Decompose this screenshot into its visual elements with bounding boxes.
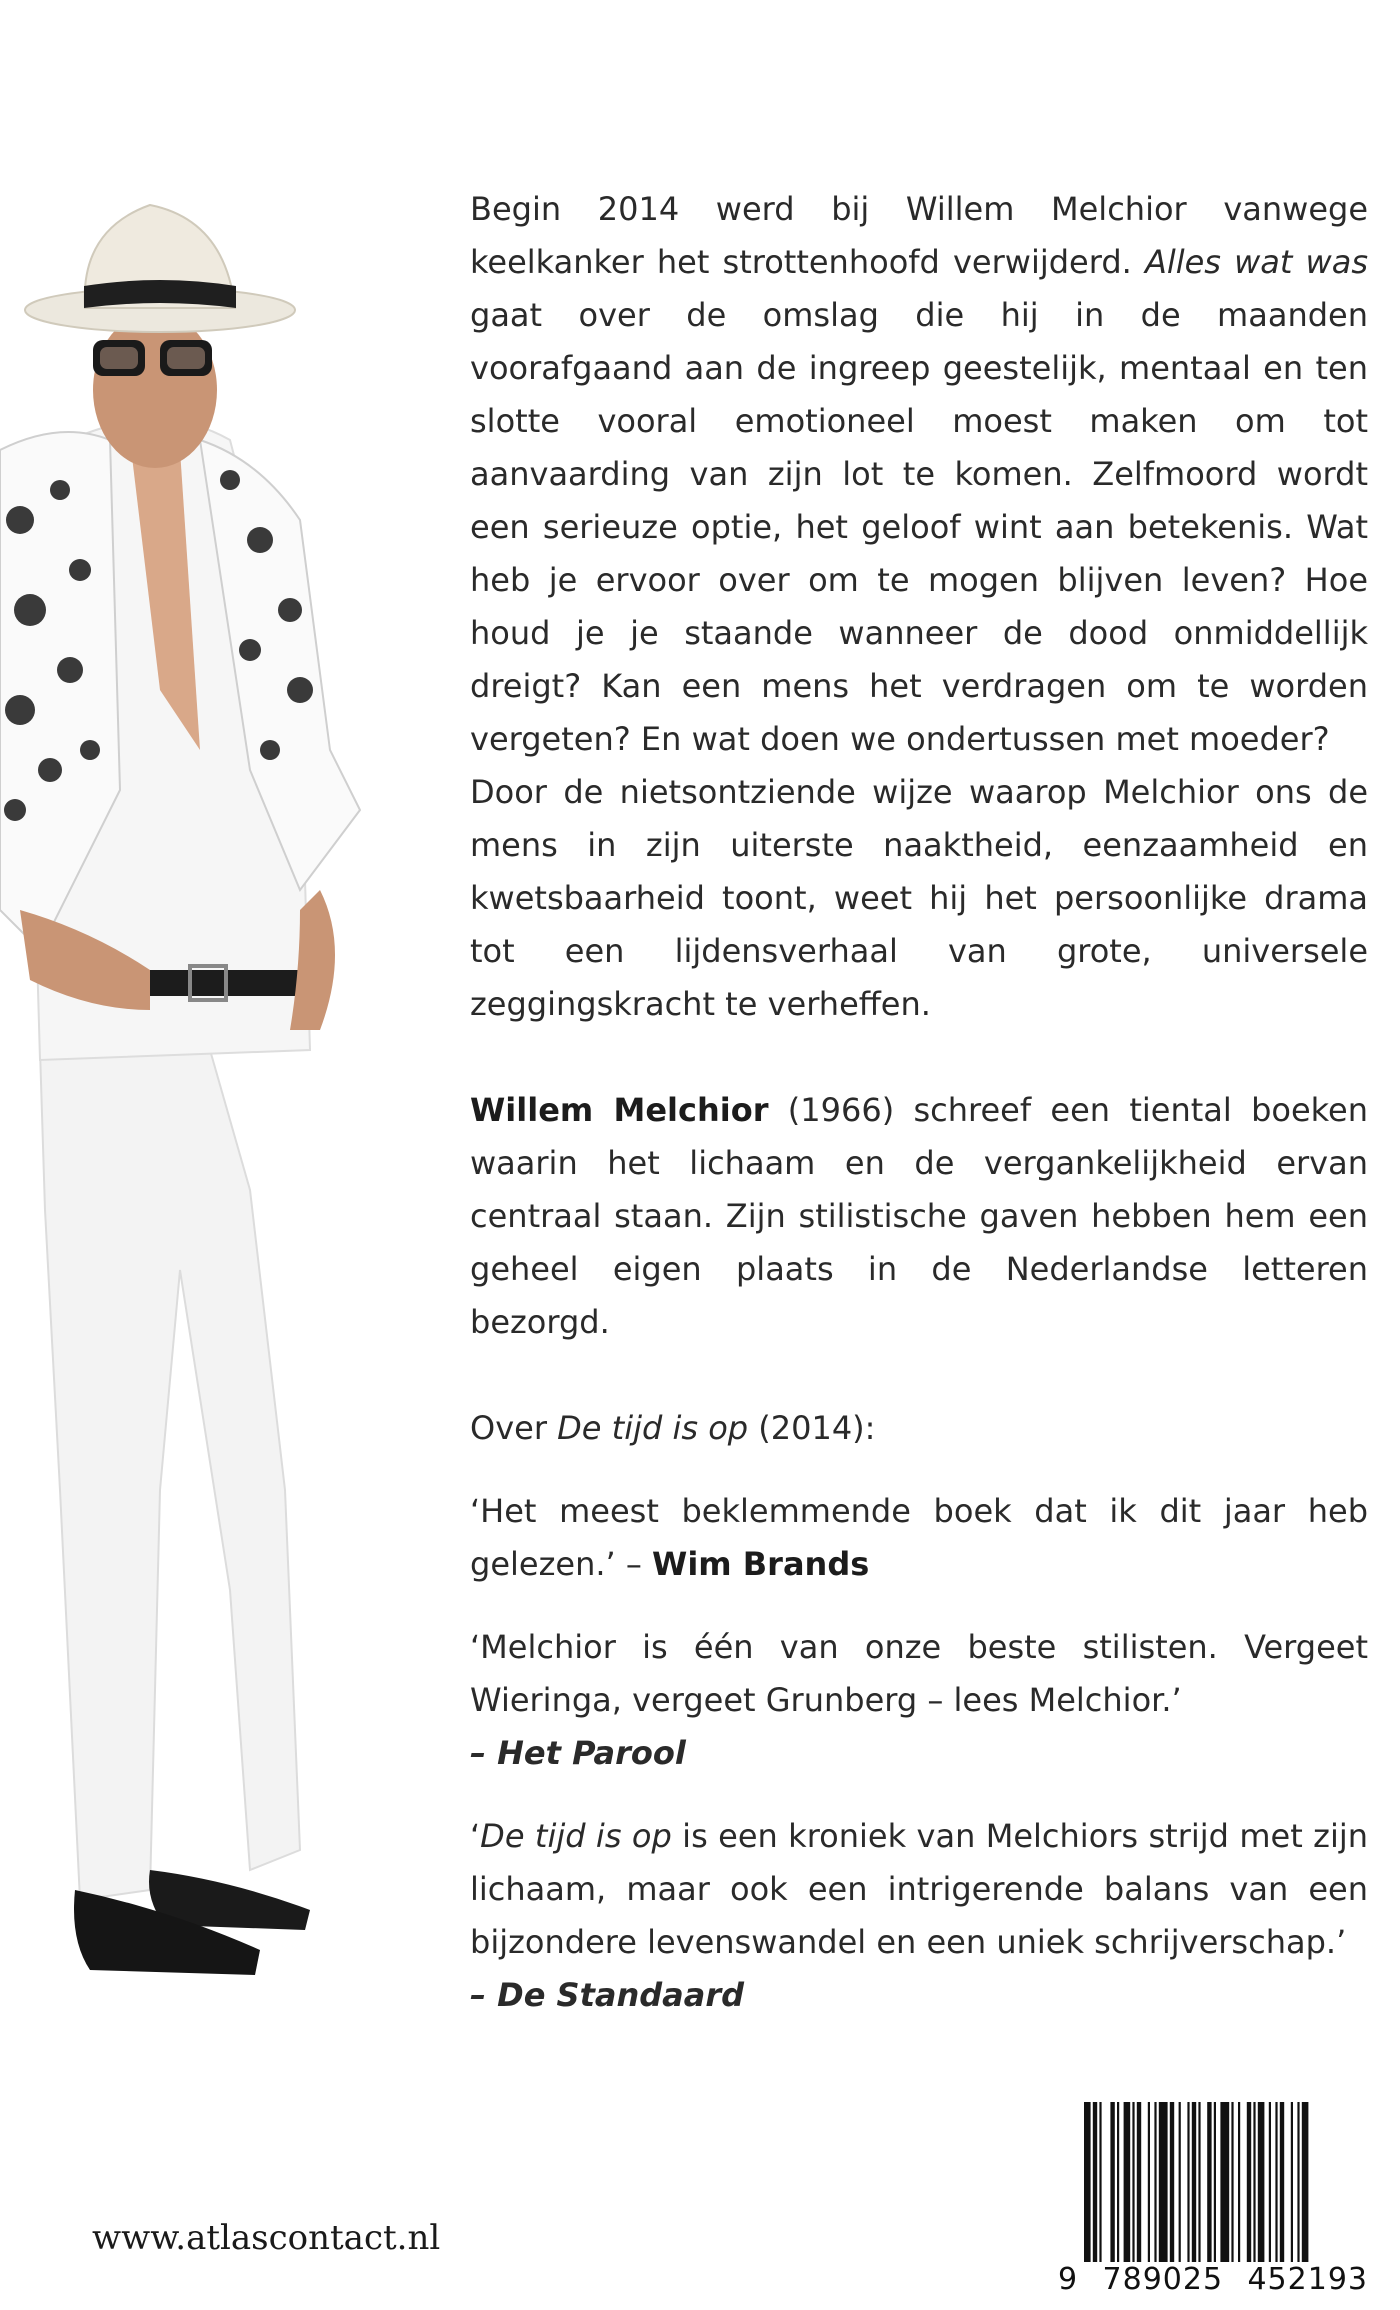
isbn-digit-group: 789025 — [1102, 2262, 1224, 2297]
isbn-number — [1058, 2262, 1368, 2297]
quote-text: ‘Melchior is één van onze beste stilisten. Vergeet Wieringa, vergeet Grunberg – lees Melchior.’ — [470, 1628, 1368, 1719]
review-quote-3 — [470, 1810, 1368, 2022]
blurb-paragraph-1 — [470, 183, 1368, 766]
isbn-digit-group: 452193 — [1247, 2262, 1368, 2297]
previous-book-title: De tijd is op — [557, 1409, 749, 1447]
quote-source: – Het Parool — [470, 1734, 686, 1772]
intro-text: Over — [470, 1409, 558, 1447]
quoted-book-title: De tijd is op — [480, 1817, 672, 1855]
quote-text: ‘Het meest beklemmende boek dat ik dit jaar heb gelezen.’ – — [470, 1492, 1368, 1583]
quote-open: ‘ — [470, 1817, 481, 1855]
back-cover-text — [470, 183, 1368, 2022]
publisher-url[interactable]: www.atlascontact.nl — [92, 2218, 441, 2258]
quote-source: – De Standaard — [470, 1976, 745, 2014]
intro-year: (2014): — [748, 1409, 876, 1447]
quote-source: Wim Brands — [652, 1545, 870, 1583]
book-title: Alles wat was — [1144, 243, 1369, 281]
review-quote-2 — [470, 1621, 1368, 1780]
bio-text: (1966) schreef een tiental boeken waarin het lichaam en de vergankelijkheid ervan centraal staan. Zijn stilistische gaven hebben hem een geheel eigen plaats in de Nederlandse letteren bezorgd. — [470, 1091, 1368, 1341]
isbn-barcode — [1084, 2102, 1368, 2278]
blurb-text-continued: gaat over de omslag die hij in de maanden voorafgaand aan de ingreep geestelijk, mentaal en ten slotte vooral emotioneel moest maken om tot aanvaarding van zijn lot te komen. Zelfmoord wordt een serieuze optie, het geloof wint aan betekenis. Wat heb je ervoor over om te mogen blijven leven? Hoe houd je je staande wanneer de dood onmiddellijk dreigt? Kan een mens het verdragen om te worden vergeten? En wat doen we ondertussen met moeder? — [470, 296, 1368, 758]
isbn-digit-group: 9 — [1058, 2262, 1079, 2297]
author-name: Willem Melchior — [470, 1091, 769, 1129]
quote-text: is een kroniek van Melchiors strijd met zijn lichaam, maar ook een intrigerende balans van een bijzondere levenswandel en een uniek schrijverschap.’ — [470, 1817, 1369, 1961]
review-quote-1 — [470, 1485, 1368, 1591]
reviews-intro — [470, 1402, 1368, 1455]
author-bio — [470, 1084, 1368, 1349]
blurb-text: Begin 2014 werd bij Willem Melchior vanwege keelkanker het strottenhoofd verwijderd. — [470, 190, 1368, 281]
blurb-paragraph-2: Door de nietsontziende wijze waarop Melchior ons de mens in zijn uiterste naaktheid, eenzaamheid en kwetsbaarheid toont, weet hij het persoonlijke drama tot een lijdensverhaal van grote, universele zeggingskracht te verheffen. — [470, 773, 1368, 1023]
author-photo — [0, 190, 460, 2010]
